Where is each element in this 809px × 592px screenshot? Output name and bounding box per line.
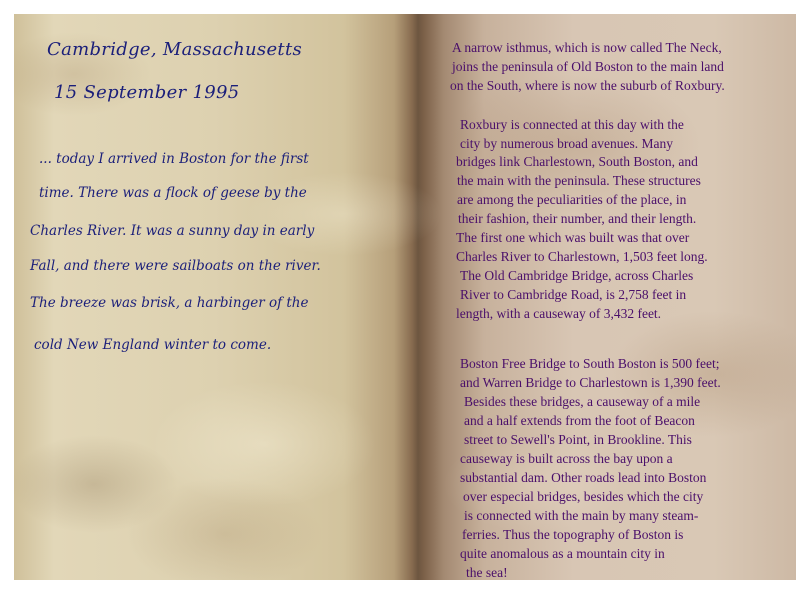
text-line: substantial dam. Other roads lead into Boston [460,470,707,485]
open-book [14,14,796,580]
text-line: The Old Cambridge Bridge, across Charles [460,268,694,283]
text-line: Besides these bridges, a causeway of a mile [464,394,701,409]
text-line: joins the peninsula of Old Boston to the main land [452,59,724,74]
text-line: causeway is built across the bay upon a [460,451,673,466]
journal-line: time. There was a flock of geese by the [39,185,307,201]
text-line: are among the peculiarities of the place, in [457,192,687,207]
journal-line: cold New England winter to come. [34,337,272,353]
text-line: length, with a causeway of 3,432 feet. [456,306,662,321]
text-line: bridges link Charlestown, South Boston, and [456,154,698,169]
right-page [422,14,796,580]
left-page [14,14,409,580]
text-line: The first one which was built was that over [456,230,690,245]
journal-line: The breeze was brisk, a harbinger of the [30,295,309,311]
text-line: A narrow isthmus, which is now called The Neck, [452,40,722,55]
text-line: is connected with the main by many steam- [464,508,699,523]
text-line: the main with the peninsula. These structures [457,173,701,188]
text-line: and a half extends from the foot of Beacon [464,413,695,428]
text-line: Boston Free Bridge to South Boston is 500 feet; [460,356,720,371]
text-line: over especial bridges, besides which the city [463,489,704,504]
text-line: city by numerous broad avenues. Many [460,136,673,151]
journal-line: Fall, and there were sailboats on the river. [30,258,321,274]
text-line: the sea! [466,565,508,580]
text-line: street to Sewell's Point, in Brookline. This [464,432,692,447]
text-line: and Warren Bridge to Charlestown is 1,390 feet. [460,375,721,390]
text-line: quite anomalous as a mountain city in [460,546,665,561]
text-line: Charles River to Charlestown, 1,503 feet long. [456,249,708,264]
text-line: Roxbury is connected at this day with the [460,117,684,132]
journal-line: ... today I arrived in Boston for the first [39,151,309,167]
date-heading: 15 September 1995 [54,82,240,103]
text-line: River to Cambridge Road, is 2,758 feet in [460,287,687,302]
text-line: their fashion, their number, and their length. [458,211,697,226]
text-line: on the South, where is now the suburb of Roxbury. [450,78,725,93]
journal-line: Charles River. It was a sunny day in early [30,223,315,239]
text-line: ferries. Thus the topography of Boston is [462,527,684,542]
place-heading: Cambridge, Massachusetts [47,39,303,60]
